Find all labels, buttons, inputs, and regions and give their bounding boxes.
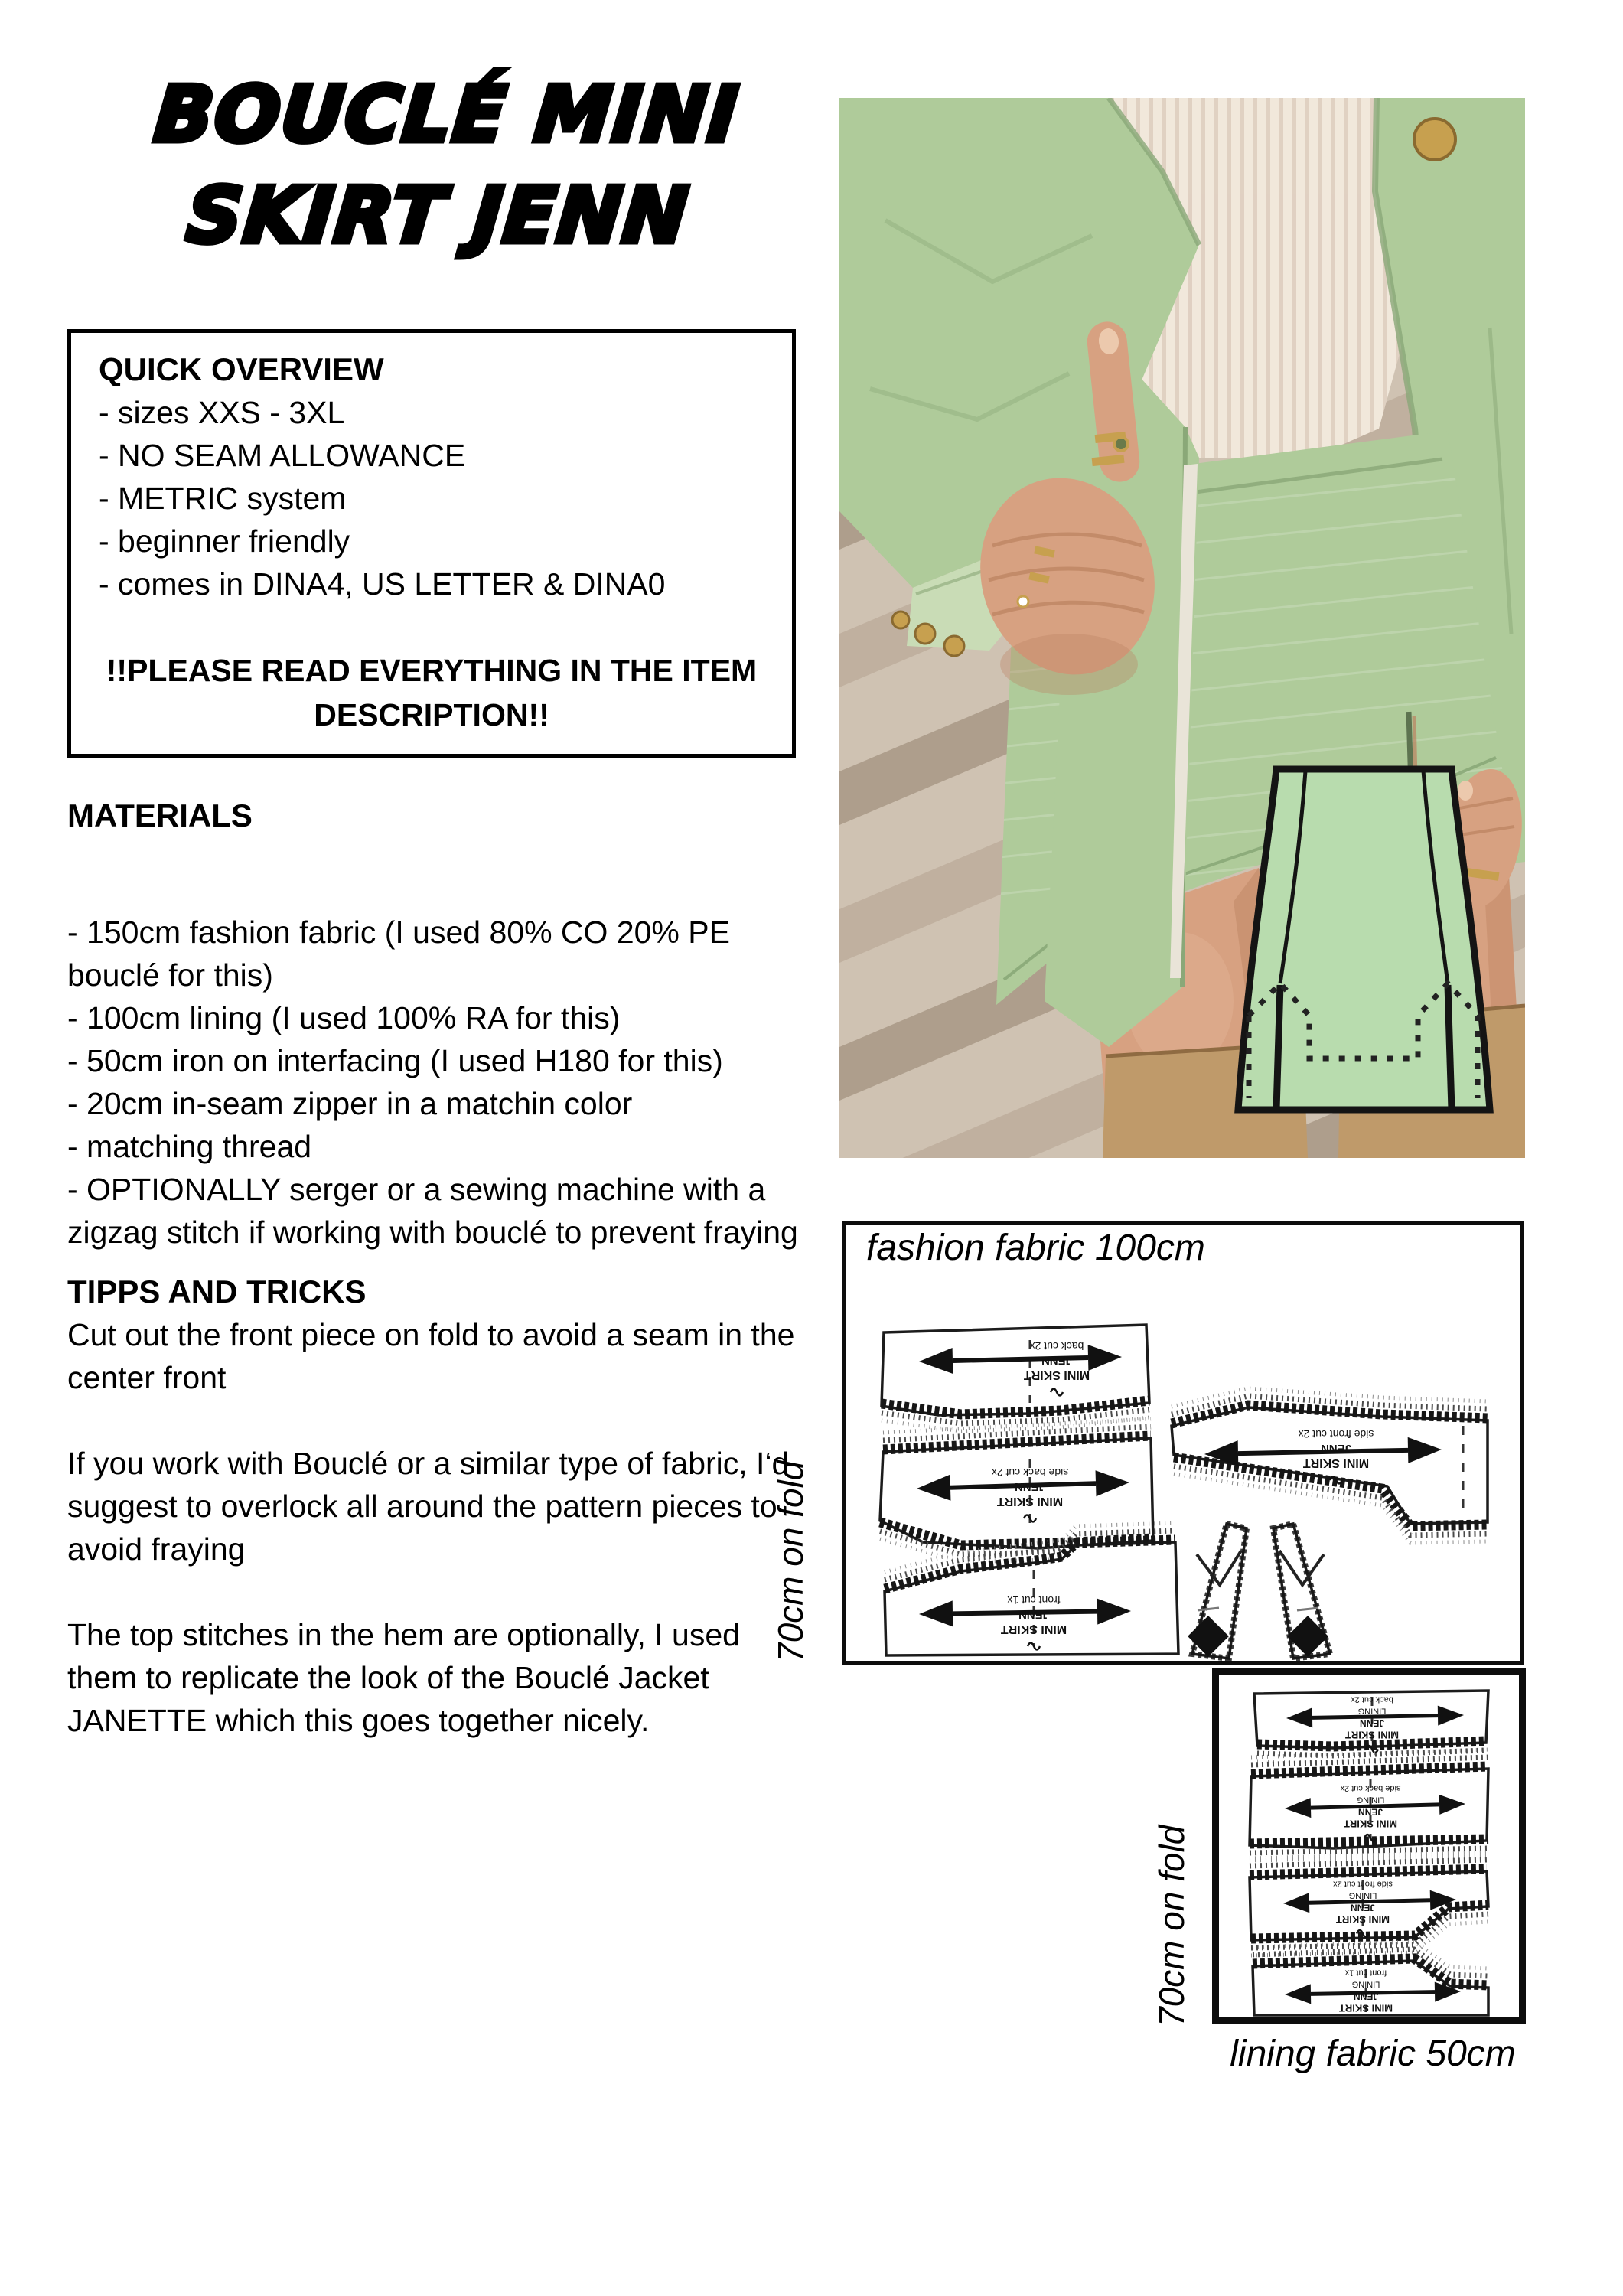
title-line2: SKIRT JENN xyxy=(183,171,693,260)
piece-label-line: side back cut 2x xyxy=(991,1466,1069,1479)
piece-label-line: front cut 1x xyxy=(1344,1968,1387,1978)
pattern-piece-back-cut-2x xyxy=(1254,1691,1488,1763)
materials-section xyxy=(67,794,808,1254)
materials-heading: MATERIALS xyxy=(67,797,253,833)
piece-label-line: side back cut 2x xyxy=(1340,1783,1401,1793)
piece-label-line: MINI SKIRT xyxy=(1344,1729,1400,1741)
piece-label-line: JENN xyxy=(1350,1902,1376,1913)
model-photo xyxy=(839,98,1525,1158)
fashion-fabric-layout-box xyxy=(842,1221,1524,1665)
pattern-piece-front-cut-1x xyxy=(1253,1942,1488,2017)
overview-item: - sizes XXS - 3XL xyxy=(99,395,345,430)
piece-label-line: side front cut 2x xyxy=(1298,1428,1374,1440)
skirt-technical-drawing xyxy=(1238,769,1490,1110)
pattern-piece-side-back-cut-2x xyxy=(1250,1750,1488,1861)
piece-label-line: MINI SKIRT xyxy=(1343,1818,1398,1830)
cuff-button xyxy=(892,612,909,628)
cuff-button xyxy=(915,624,935,644)
quick-overview-box xyxy=(67,329,796,758)
pattern-piece-back-cut-2x xyxy=(882,1325,1149,1431)
overview-item: - comes in DINA4, US LETTER & DINA0 xyxy=(99,566,666,602)
piece-label-line: LINING xyxy=(1348,1890,1377,1900)
tipps-section xyxy=(67,1270,808,1785)
piece-label-line: front cut 1x xyxy=(1007,1594,1061,1606)
lining-fabric-cutting-diagram xyxy=(1219,1675,1519,2017)
lining-fabric-caption: lining fabric 50cm xyxy=(1230,2033,1516,2074)
fashion-fold-label: 70cm on fold xyxy=(771,1460,810,1662)
pattern-piece-side-front-cut-2x xyxy=(1250,1852,1488,1955)
lining-fold-label: 70cm on fold xyxy=(1152,1825,1191,2027)
piece-label-line: MINI SKIRT xyxy=(996,1495,1064,1508)
piece-label-line: JENN xyxy=(1018,1608,1050,1621)
overview-item: - NO SEAM ALLOWANCE xyxy=(99,438,466,473)
waistband-pieces xyxy=(1188,1524,1330,1661)
photo-scene xyxy=(839,98,1525,1158)
title-line1: BOUCLÉ MINI xyxy=(151,70,743,159)
seam-allowance-hatch xyxy=(1250,1869,1487,1875)
piece-label-line: JENN xyxy=(1041,1354,1073,1367)
materials-item: - 100cm lining (I used 100% RA for this) xyxy=(67,1000,621,1035)
overview-item: - METRIC system xyxy=(99,481,347,516)
model-photo-image xyxy=(839,98,1525,1158)
fashion-fabric-cutting-diagram xyxy=(846,1225,1520,1661)
ring-stone xyxy=(1114,437,1128,451)
materials-list xyxy=(67,911,808,1254)
piece-label-line: JENN xyxy=(1359,1717,1385,1729)
page-title xyxy=(81,64,803,266)
hem-slit xyxy=(1276,985,1280,1110)
piece-label-line: MINI SKIRT xyxy=(1335,1913,1390,1926)
materials-item: - 50cm iron on interfacing (I used H180 for this) xyxy=(67,1043,723,1078)
pattern-piece-side-front-cut-2x xyxy=(1172,1388,1488,1543)
piece-label-line: JENN xyxy=(1320,1442,1352,1455)
materials-item: - 150cm fashion fabric (I used 80% CO 20% PE bouclé for this) xyxy=(67,915,730,993)
piece-label-line: JENN xyxy=(1357,1806,1383,1818)
piece-label-line: JENN xyxy=(1014,1480,1046,1493)
hem-slit xyxy=(1448,985,1452,1110)
pattern-piece-side-back-cut-2x xyxy=(880,1419,1153,1562)
piece-label-line: MINI SKIRT xyxy=(1302,1456,1370,1469)
overview-warning-line1: !!PLEASE READ EVERYTHING IN THE ITEM xyxy=(106,653,758,688)
piece-label-line: MINI SKIRT xyxy=(1338,2002,1393,2014)
overview-heading: QUICK OVERVIEW xyxy=(99,351,384,387)
materials-item: - 20cm in-seam zipper in a matchin color xyxy=(67,1086,633,1121)
fashion-fabric-caption: fashion fabric 100cm xyxy=(866,1228,1205,1268)
ring-stone xyxy=(1018,596,1028,607)
piece-label-line: back cut 2x xyxy=(1029,1340,1084,1352)
piece-label-line: MINI SKIRT xyxy=(1000,1623,1067,1636)
tipps-heading: TIPPS AND TRICKS xyxy=(67,1274,367,1309)
tipps-paragraph: If you work with Bouclé or a similar type of fabric, I‘d suggest to overlock all around the pattern pieces to avoid fraying xyxy=(67,1446,790,1567)
piece-label-line: side front cut 2x xyxy=(1333,1879,1393,1889)
tipps-paragraph: The top stitches in the hem are optionally, I used them to replicate the look of the Bouclé Jacket JANETTE which this goes together nicely. xyxy=(67,1617,740,1738)
jacket-button xyxy=(1414,119,1455,160)
tipps-paragraphs xyxy=(67,1313,808,1742)
piece-label-line: JENN xyxy=(1353,1991,1379,2002)
materials-item: - OPTIONALLY serger or a sewing machine with a zigzag stitch if working with bouclé to prevent fraying xyxy=(67,1172,798,1250)
piece-label-line: MINI SKIRT xyxy=(1023,1368,1090,1381)
overview-warning-line2: DESCRIPTION!! xyxy=(314,697,549,732)
overview-item: - beginner friendly xyxy=(99,523,350,559)
tipps-paragraph: Cut out the front piece on fold to avoid a seam in the center front xyxy=(67,1317,795,1395)
cuff-button xyxy=(944,636,964,656)
overview-warning xyxy=(99,648,764,737)
lining-fabric-layout-box xyxy=(1212,1668,1526,2024)
piece-label-line: back cut 2x xyxy=(1351,1694,1393,1704)
piece-label-line: LINING xyxy=(1351,1979,1380,1989)
piece-label-line: LINING xyxy=(1356,1795,1385,1805)
piece-label-line: LINING xyxy=(1357,1706,1387,1716)
overview-list xyxy=(99,391,764,605)
materials-item: - matching thread xyxy=(67,1129,312,1164)
